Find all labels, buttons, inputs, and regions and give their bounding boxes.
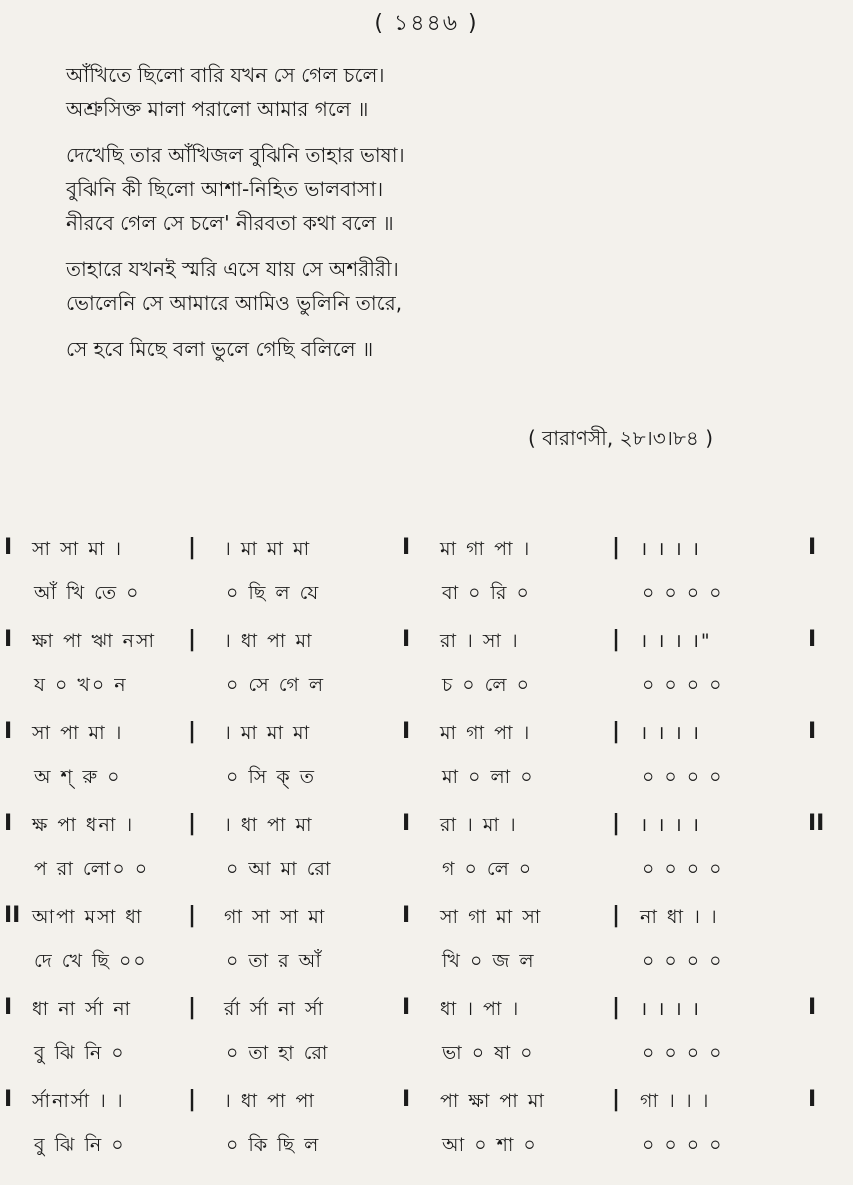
lyric-syllable-cell: চ ০ লে ০ (442, 674, 531, 696)
swara-cell: গা । । । (640, 1090, 711, 1112)
lyric-syllable-cell: ০ কি ছি ল (226, 1134, 321, 1156)
bar-line: I (4, 995, 13, 1020)
bar-line: I (402, 903, 411, 928)
stanza-2 (66, 138, 405, 240)
lyric-syllable-cell: ০ ০ ০ ০ (642, 950, 724, 972)
bar-line: II (808, 811, 825, 836)
notation-row (0, 811, 853, 903)
bar-line: I (808, 719, 817, 744)
swara-cell: রা । সা । (440, 630, 520, 652)
bar-line: I (402, 995, 411, 1020)
lyric-syllable-cell: ০ ০ ০ ০ (642, 582, 724, 604)
stanza-1 (66, 58, 405, 126)
lyric-line: বুঝিনি কী ছিলো আশা-নিহিত ভালবাসা। (66, 177, 384, 201)
swara-cell: । । । ।" (640, 630, 712, 652)
bar-line: II (4, 903, 21, 928)
notation-row (0, 903, 853, 995)
swara-cell: সা সা মা । (32, 538, 124, 560)
bar-line: I (402, 627, 411, 652)
lyric-syllable-cell: অ শ্ রু ০ (34, 766, 122, 788)
bar-line: | (612, 903, 621, 928)
swara-cell: ধা না র্সা না (32, 998, 133, 1020)
lyric-syllable-cell: ০ ০ ০ ০ (642, 1042, 724, 1064)
bar-line: I (4, 719, 13, 744)
swara-cell: ধা । পা । (440, 998, 521, 1020)
bar-line: I (402, 535, 411, 560)
lyric-syllable-cell: ০ সে গে ল (226, 674, 326, 696)
lyric-syllable-cell: য ০ খ০ ন (34, 674, 128, 696)
lyric-syllable-cell: খি ০ জ ল (442, 950, 536, 972)
bar-line: | (612, 719, 621, 744)
swara-cell: । মা মা মা (224, 538, 312, 560)
bar-line: I (402, 719, 411, 744)
lyric-syllable-cell: ০ ০ ০ ০ (642, 858, 724, 880)
lyric-syllable-cell: বু ঝি নি ০ (34, 1042, 126, 1064)
bar-line: | (188, 811, 197, 836)
bar-line: | (188, 1087, 197, 1112)
lyric-line: আঁখিতে ছিলো বারি যখন সে গেল চলে। (66, 63, 385, 87)
lyric-syllable-cell: প রা লো০ ০ (34, 858, 150, 880)
bar-line: I (808, 627, 817, 652)
swara-cell: র্রা র্সা না র্সা (224, 998, 326, 1020)
song-number: ( ১৪৪৬ ) (374, 11, 479, 36)
swara-cell: সা গা মা সা (440, 906, 543, 928)
bar-line: | (612, 811, 621, 836)
lyric-syllable-cell: ০ ০ ০ ০ (642, 766, 724, 788)
bar-line: I (4, 627, 13, 652)
lyrics-block (66, 58, 405, 378)
lyric-syllable-cell: বু ঝি নি ০ (34, 1134, 126, 1156)
lyric-syllable-cell: দে খে ছি ০০ (34, 950, 148, 972)
lyric-syllable-cell: ০ তা র আঁ (226, 950, 323, 972)
bar-line: | (188, 535, 197, 560)
bar-line: I (402, 1087, 411, 1112)
notation-table (0, 535, 853, 1179)
lyric-syllable-cell: ০ সি ক্ ত (226, 766, 317, 788)
bar-line: I (808, 995, 817, 1020)
swara-cell: । । । । (640, 998, 701, 1020)
swara-cell: । । । । (640, 814, 701, 836)
swara-cell: । ধা পা মা (224, 814, 314, 836)
bar-line: | (188, 995, 197, 1020)
bar-line: | (188, 627, 197, 652)
swara-cell: না ধা । । (640, 906, 719, 928)
lyric-line: অশ্রুসিক্ত মালা পরালো আমার গলে ॥ (66, 97, 369, 121)
lyric-syllable-cell: ০ ০ ০ ০ (642, 674, 724, 696)
swara-cell: গা সা সা মা (224, 906, 327, 928)
notation-row (0, 627, 853, 719)
swara-cell: র্সানার্সা । । (32, 1090, 125, 1112)
swara-cell: । মা মা মা (224, 722, 312, 744)
lyric-syllable-cell: ০ ০ ০ ০ (642, 1134, 724, 1156)
stanza-3 (66, 252, 405, 366)
lyric-syllable-cell: আঁ খি তে ০ (34, 582, 141, 604)
lyric-syllable-cell: ০ ছি ল যে (226, 582, 321, 604)
swara-cell: । ধা পা মা (224, 630, 314, 652)
place-date: ( বারাণসী, ২৮।৩।৮৪ ) (527, 426, 713, 450)
notation-row (0, 1087, 853, 1179)
swara-cell: । ধা পা পা (224, 1090, 316, 1112)
swara-cell: সা পা মা । (32, 722, 124, 744)
swara-cell: ক্ষা পা ঋা নসা (32, 630, 157, 652)
lyric-line: দেখেছি তার আঁখিজল বুঝিনি তাহার ভাষা। (66, 143, 405, 167)
notation-row (0, 719, 853, 811)
bar-line: | (612, 995, 621, 1020)
lyric-line: সে হবে মিছে বলা ভুলে গেছি বলিলে ॥ (66, 337, 374, 361)
lyric-syllable-cell: আ ০ শা ০ (442, 1134, 538, 1156)
swara-cell: । । । । (640, 722, 701, 744)
bar-line: | (612, 535, 621, 560)
lyric-line: নীরবে গেল সে চলে' নীরবতা কথা বলে ॥ (66, 211, 394, 235)
bar-line: I (402, 811, 411, 836)
lyric-syllable-cell: গ ০ লে ০ (442, 858, 534, 880)
lyric-syllable-cell: ভা ০ ষা ০ (442, 1042, 535, 1064)
notation-row (0, 995, 853, 1087)
swara-cell: আপা মসা ধা (32, 906, 144, 928)
bar-line: I (4, 535, 13, 560)
bar-line: | (188, 903, 197, 928)
lyric-syllable-cell: ০ তা হা রো (226, 1042, 330, 1064)
lyric-line: তাহারে যখনই স্মরি এসে যায় সে অশরীরী। (66, 257, 399, 281)
lyric-line: ভোলেনি সে আমারে আমিও ভুলিনি তারে, (66, 291, 403, 315)
bar-line: I (808, 535, 817, 560)
bar-line: I (4, 1087, 13, 1112)
swara-cell: মা গা পা । (440, 538, 532, 560)
bar-line: I (4, 811, 13, 836)
swara-cell: মা গা পা । (440, 722, 532, 744)
bar-line: I (808, 1087, 817, 1112)
swara-cell: । । । । (640, 538, 701, 560)
notation-row (0, 535, 853, 627)
lyric-syllable-cell: বা ০ রি ০ (442, 582, 531, 604)
swara-cell: পা ক্ষা পা মা (440, 1090, 546, 1112)
lyric-syllable-cell: মা ০ লা ০ (442, 766, 535, 788)
lyric-syllable-cell: ০ আ মা রো (226, 858, 333, 880)
swara-cell: রা । মা । (440, 814, 518, 836)
bar-line: | (188, 719, 197, 744)
bar-line: | (612, 1087, 621, 1112)
bar-line: | (612, 627, 621, 652)
swara-cell: ক্ষ পা ধনা । (32, 814, 135, 836)
